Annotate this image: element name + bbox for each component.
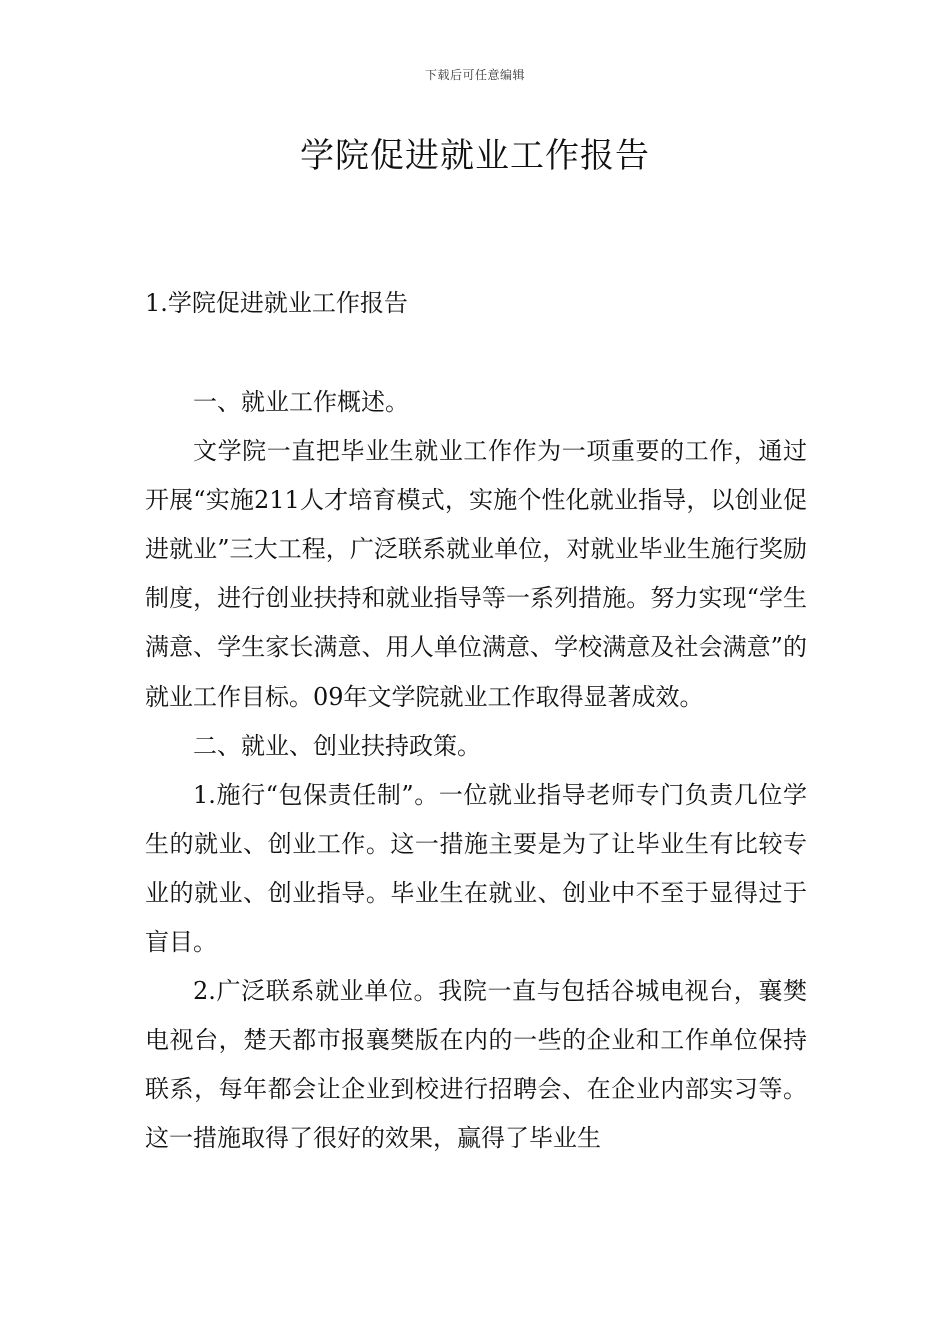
document-body xyxy=(145,378,807,1164)
document-title: 学院促进就业工作报告 xyxy=(300,136,650,176)
heading-employment-overview: 一、就业工作概述。 xyxy=(193,388,409,416)
heading-support-policies: 二、就业、创业扶持政策。 xyxy=(193,731,481,760)
header-note: 下载后可任意编辑 xyxy=(424,68,525,82)
paragraph-policy-1: 1.施行“包保责任制”。一位就业指导老师专门负责几位学生的就业、创业工作。这一措施主要是为了让毕业生有比较专业的就业、创业指导。毕业生在就业、创业中不至于显得过于盲目。 xyxy=(145,780,807,957)
paragraph-policy-2: 2.广泛联系就业单位。我院一直与包括谷城电视台，襄樊电视台，楚天都市报襄樊版在内的一些的企业和工作单位保持联系，每年都会让企业到校进行招聘会、在企业内部实习等。这一措施取得了很好的效果，赢得了毕业生 xyxy=(145,977,807,1153)
section-heading: 1.学院促进就业工作报告 xyxy=(145,289,408,317)
paragraph-overview: 文学院一直把毕业生就业工作作为一项重要的工作，通过开展“实施211人才培育模式，实施个性化就业指导，以创业促进就业”三大工程，广泛联系就业单位，对就业毕业生施行奖励制度，进行创业扶持和就业指导等一系列措施。努力实现“学生满意、学生家长满意、用人单位满意、学校满意及社会满意”的就业工作目标。09年文学院就业工作取得显著成效。 xyxy=(145,437,807,711)
